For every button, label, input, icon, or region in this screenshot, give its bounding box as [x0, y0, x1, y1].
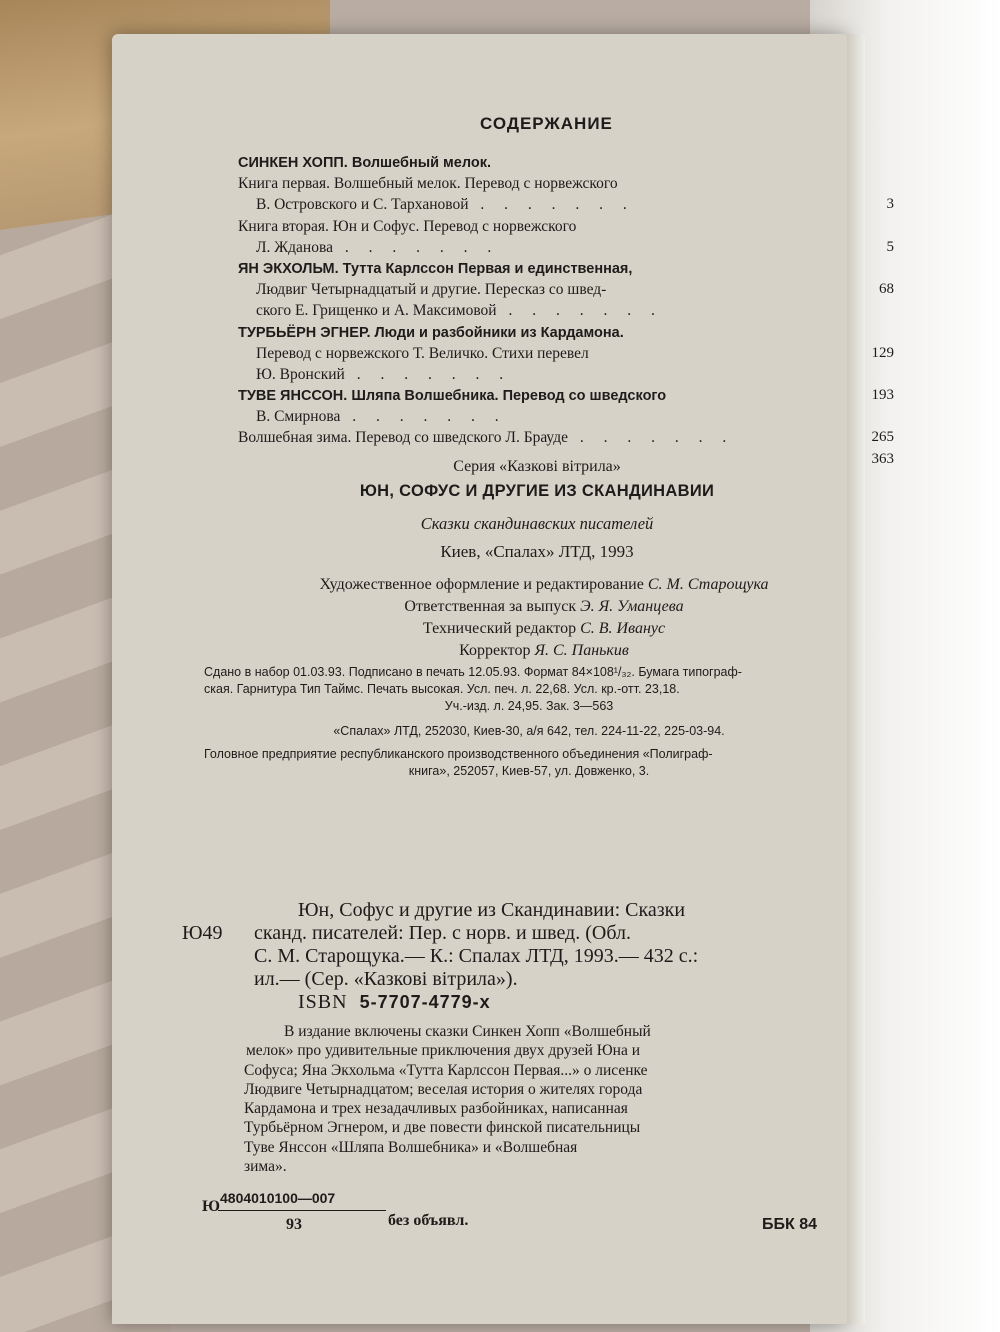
toc-text: Перевод с норвежского Т. Величко. Стихи перевел [256, 344, 589, 362]
production-numerator: 4804010100—007 [220, 1190, 336, 1206]
annotation-line: Кардамона и трех незадачливых разбойниках, написанная [244, 1100, 628, 1118]
toc-text: Книга вторая. Юн и Софус. Перевод с норвежского [238, 217, 577, 235]
toc-author: ТУРБЬЁРН ЭГНЕР. Люди и разбойники из Кардамона. [238, 324, 624, 341]
toc-page-number: 363 [871, 450, 894, 467]
production-note: без объявл. [388, 1212, 469, 1229]
toc-leader-dots: . . . . . . . [468, 196, 635, 214]
toc-leader-dots: . . . . . . . [344, 365, 512, 383]
catalog-line: ил.— (Сер. «Казкові вітрила»). [254, 968, 518, 990]
annotation-line: Софуса; Яна Экхольма «Тутта Карлссон Первая...» о лисенке [244, 1061, 648, 1079]
toc-line [238, 343, 894, 364]
printer-line: Головное предприятие республиканского производственного объединения «Полиграф- [204, 747, 713, 761]
toc-line [238, 194, 894, 215]
toc-line [238, 216, 838, 237]
credit-name: Э. Я. Уманцева [580, 598, 684, 615]
imprint-line: Уч.-изд. л. 24,95. Зак. 3—563 [444, 699, 614, 713]
printer-line: книга», 252057, Киев-57, ул. Довженко, 3. [408, 764, 650, 778]
credit-role: Ответственная за выпуск [404, 598, 577, 615]
toc-author: ТУВЕ ЯНССОН. Шляпа Волшебника. Перевод со шведского [238, 388, 667, 405]
production-letter: Ю [202, 1198, 221, 1215]
catalog-line: Юн, Софус и другие из Скандинавии: Сказки [298, 899, 686, 921]
annotation-line: мелок» про удивительные приключения двух друзей Юна и [246, 1042, 641, 1060]
credits [234, 574, 854, 662]
credit-name: С. М. Старощука [647, 576, 769, 593]
annotation-line: В издание включены сказки Синкен Хопп «Волшебный [284, 1023, 651, 1040]
toc-text: Волшебная зима. Перевод со шведского Л. Брауде [238, 429, 568, 447]
toc-text: Книга первая. Волшебный мелок. Перевод с норвежского [238, 175, 618, 193]
toc-leader-dots: . . . . . . . [567, 429, 735, 447]
catalog-text: сканд. писателей: Пер. с норв. и швед. (Обл. [254, 922, 631, 944]
toc-author: СИНКЕН ХОПП. Волшебный мелок. [238, 155, 491, 171]
toc-page-number: 3 [886, 196, 894, 213]
credit-role: Художественное оформление и редактирование [319, 576, 644, 593]
toc-line [238, 364, 838, 385]
toc-text: Людвиг Четырнадцатый и другие. Пересказ со швед- [256, 281, 607, 299]
toc-line [238, 173, 838, 194]
annotation [244, 1022, 854, 1176]
book-page [112, 34, 894, 1324]
toc-text: ского Е. Грищенко и А. Максимовой [256, 302, 497, 320]
catalog-line: С. М. Старощука.— К.: Спалах ЛТД, 1993.— 432 с.: [254, 945, 699, 967]
annotation-line: Турбьёрном Эгнером, и две повести финской писательницы [244, 1119, 641, 1137]
toc-text: В. Островского и С. Тархановой [256, 196, 469, 214]
credit-line [234, 640, 854, 662]
toc-leader-dots: . . . . . . . [340, 408, 507, 426]
contents-heading: СОДЕРЖАНИЕ [480, 114, 613, 133]
book-subtitle: Сказки скандинавских писателей [420, 514, 654, 533]
publisher-address: «Спалах» ЛТД, 252030, Киев-30, а/я 642, тел. 224-11-22, 225-03-94. [333, 724, 725, 738]
isbn-label: ISBN [298, 991, 348, 1013]
table-of-contents [238, 152, 894, 470]
toc-leader-dots: . . . . . . . [496, 302, 663, 320]
credit-role: Технический редактор [422, 620, 577, 637]
isbn-number: 5-7707-4779-х [359, 992, 491, 1012]
catalog-code: Ю49 [182, 922, 223, 944]
fraction-bar [218, 1210, 386, 1211]
credit-line [234, 596, 854, 618]
imprint-line: Сдано в набор 01.03.93. Подписано в печать 12.05.93. Формат 84×108¹/₃₂. Бумага типограф- [204, 665, 742, 679]
annotation-line: Туве Янссон «Шляпа Волшебника» и «Волшебная [244, 1138, 578, 1156]
imprint [204, 664, 854, 780]
toc-author: ЯН ЭКХОЛЬМ. Тутта Карлссон Первая и единственная, [238, 260, 633, 277]
toc-text: В. Смирнова [256, 408, 341, 426]
imprint-line: ская. Гарнитура Тип Таймс. Печать высокая. Усл. печ. л. 22,68. Усл. кр.-отт. 23,18. [204, 682, 680, 696]
credit-name: Я. С. Панькив [534, 642, 629, 659]
isbn [298, 991, 491, 1014]
toc-page-number: 68 [879, 281, 894, 298]
toc-page-number: 193 [871, 387, 894, 404]
catalog-entry [182, 899, 862, 991]
credit-role: Корректор [459, 642, 531, 659]
annotation-line: Людвиге Четырнадцатом; веселая история о жителях города [244, 1080, 643, 1098]
series-name: Серия «Казкові вітрила» [453, 458, 621, 475]
production-denominator: 93 [286, 1216, 302, 1233]
toc-page-number: 265 [871, 429, 894, 446]
book-title: ЮН, СОФУС И ДРУГИЕ ИЗ СКАНДИНАВИИ [359, 482, 715, 500]
toc-page-number: 5 [886, 238, 894, 255]
toc-line [238, 300, 838, 321]
toc-line [238, 385, 894, 406]
catalog-line [182, 922, 862, 945]
publisher-city-year: Киев, «Спалах» ЛТД, 1993 [440, 542, 634, 561]
annotation-line: зима». [244, 1158, 287, 1176]
toc-text: Л. Жданова [256, 238, 333, 256]
toc-line [238, 427, 894, 448]
credit-line [234, 618, 854, 640]
toc-line [238, 279, 894, 300]
toc-text: Ю. Вронский [256, 365, 345, 383]
toc-leader-dots: . . . . . . . [332, 238, 500, 256]
toc-line [238, 152, 838, 173]
bbk-code: ББК 84 [762, 1216, 818, 1233]
toc-line [238, 322, 838, 343]
credit-line [234, 574, 854, 596]
toc-line [238, 258, 838, 279]
toc-line [238, 406, 838, 427]
toc-line [238, 237, 894, 258]
toc-page-number: 129 [871, 344, 894, 361]
credit-name: С. В. Иванус [580, 620, 666, 637]
